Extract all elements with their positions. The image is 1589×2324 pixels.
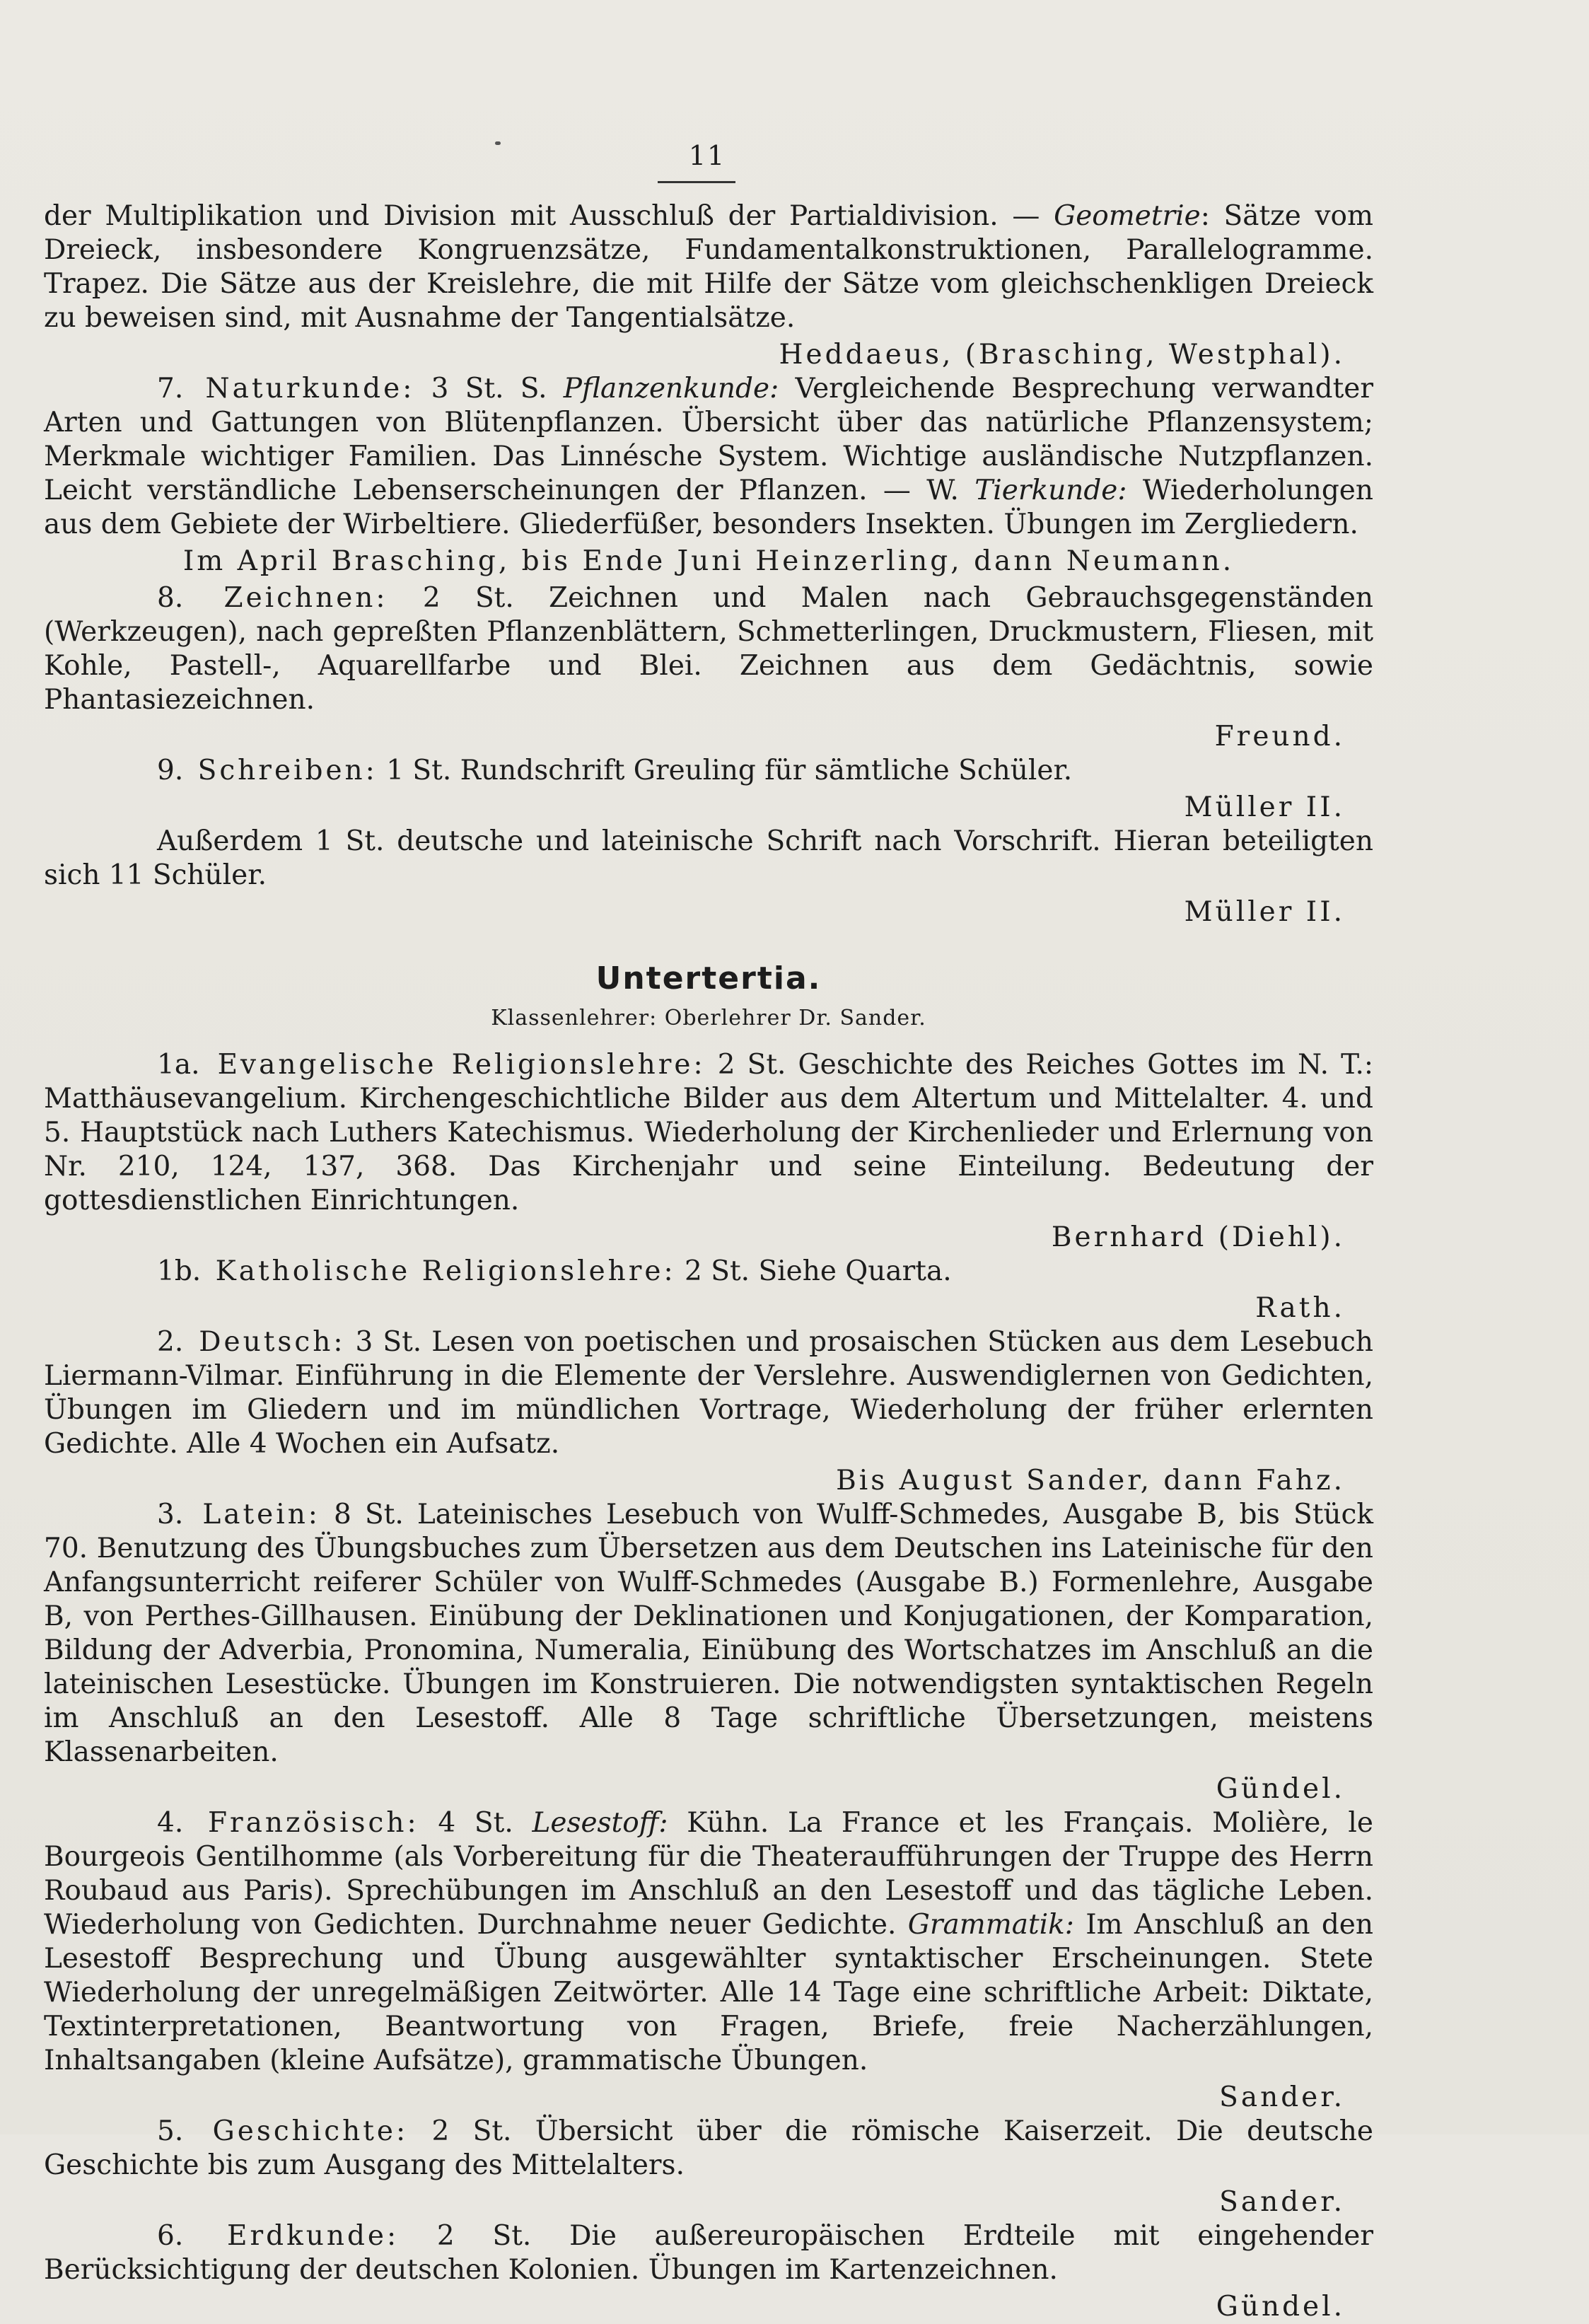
paragraph-text: Lateinisches Lesebuch von Wulff-Schmedes, Ausgabe B, bis Stück 70. Benutzung des Übungsbuches zum Übersetzen aus dem Deutschen ins Lateinische für den Anfangsunterricht reiferer Schüler von Wulff-Schmedes (Ausgabe B.) Formenlehre, Ausgabe B, von Perthes-Gillhausen. Einübung der Deklinationen und Konjugationen, der Komparation, Bildung der Adverbia, Pronomina, Numeralia, Einübung des Wortschatzes im Anschluß an die lateinischen Lesestücke. Übungen im Konstruieren. Die notwendigsten syntaktischen Regeln im Anschluß an den Lesestoff. Alle 8 Tage schriftliche Übersetzungen, meistens Klassenarbeiten.: [44, 1499, 1374, 1768]
grammatik-label: Grammatik:: [907, 1909, 1074, 1941]
page-number: 11: [688, 140, 726, 171]
page-content: [44, 199, 1373, 2324]
paragraph-text: Geschichte des Reiches Gottes im N. T.: Matthäusevangelium. Kirchengeschichtliche Bilder aus dem Altertum und Mittelalter. 4. und 5. Hauptstück nach Luthers Katechismus. Wiederholung der Kirchenlieder und Erlernung von Nr. 210, 124, 137, 368. Das Kirchenjahr und seine Einteilung. Bedeutung der gottesdienstlichen Einrichtungen.: [44, 1049, 1373, 1216]
pflanzenkunde-label: Pflanzenkunde:: [563, 373, 779, 405]
item-number: 7.: [157, 373, 184, 405]
lesestoff-text: Kühn. La France et les Français. Molière, le Bourgeois Gentilhomme (als Vorbereitung für die Theateraufführungen der Truppe des Herrn Roubaud aus Paris). Sprechübungen im Anschluß an den Lesestoff und das tägliche Leben. Wiederholung von Gedichten. Durchnahme neuer Gedichte.: [44, 1807, 1373, 1941]
teacher-geschichte: Sander.: [1219, 2186, 1345, 2218]
hours: 4 St.: [438, 1807, 513, 1839]
grammatik-text: Im Anschluß an den Lesestoff Besprechung und Übung ausgewählter syntaktischer Erscheinungen. Stete Wiederholung der unregelmäßigen Zeitwörter. Alle 14 Tage eine schriftliche Arbeit: Diktate, Textinterpretationen, Beantwortung von Fragen, Briefe, freie Nacherzählungen, Inhaltsangaben (kleine Aufsätze), grammatische Übungen.: [44, 1909, 1373, 2076]
paragraph-erdkunde: [44, 2219, 1373, 2287]
paragraph-text: Zeichnen und Malen nach Gebrauchsgegenständen (Werkzeugen), nach gepreßten Pflanzenblättern, Schmetterlingen, Druckmustern, Fliesen, mit Kohle, Pastell-, Aquarellfarbe und Blei. Zeichnen aus dem Gedächtnis, sowie Phantasiezeichnen.: [44, 582, 1374, 716]
item-number: 1a.: [157, 1049, 200, 1081]
item-number: 6.: [157, 2220, 184, 2252]
paragraph-text: Rundschrift Greuling für sämtliche Schüler.: [460, 755, 1073, 786]
hours: 2 St.: [422, 582, 514, 614]
subject-heading: Schreiben:: [197, 755, 378, 786]
hours: 2 St.: [685, 1255, 750, 1287]
paragraph-math-geometry: [44, 199, 1373, 335]
teacher-erdkunde: Gündel.: [1216, 2291, 1345, 2323]
teacher-ev-religion: Bernhard (Diehl).: [1051, 1221, 1345, 1253]
subject-heading: Katholische Religionslehre:: [215, 1255, 676, 1287]
item-number: 4.: [157, 1807, 184, 1839]
subject-heading: Latein:: [202, 1499, 320, 1530]
subject-heading: Geschichte:: [212, 2115, 409, 2147]
tierkunde-text: Wiederholungen aus dem Gebiete der Wirbeltiere. Gliederfüßer, besonders Insekten. Übungen im Zergliedern.: [44, 475, 1373, 540]
hours: 3 St. S.: [431, 373, 547, 405]
teacher-franzoesisch: Sander.: [1219, 2081, 1345, 2113]
item-number: 3.: [157, 1499, 184, 1530]
paragraph-text: Siehe Quarta.: [758, 1255, 952, 1287]
page-number-rule: [658, 181, 735, 183]
paragraph-naturkunde: [44, 372, 1373, 542]
paragraph-text: Übersicht über die römische Kaiserzeit. Die deutsche Geschichte bis zum Ausgang des Mittelalters.: [44, 2115, 1373, 2181]
subject-heading: Naturkunde:: [205, 373, 415, 405]
item-number: 1b.: [157, 1255, 202, 1287]
teacher-schreiben-extra: Müller II.: [1184, 896, 1345, 928]
paragraph-deutsch: [44, 1325, 1373, 1461]
paragraph-schreiben-extra: Außerdem 1 St. deutsche und lateinische Schrift nach Vorschrift. Hieran beteiligten sich 11 Schüler.: [44, 825, 1373, 891]
ink-speck: [495, 141, 501, 145]
pflanzenkunde-text: Vergleichende Besprechung verwandter Arten und Gattungen von Blütenpflanzen. Übersicht über das natürliche Pflanzensystem; Merkmale wichtiger Familien. Das Linnésche System. Wichtige ausländische Nutzpflanzen. Leicht verständliche Lebenserscheinungen der Pflanzen. — W.: [44, 373, 1374, 506]
paragraph-franzoesisch: [44, 1806, 1373, 2078]
teacher-zeichnen: Freund.: [1214, 721, 1345, 753]
teacher-schreiben: Müller II.: [1184, 791, 1345, 823]
teacher-kath-religion: Rath.: [1255, 1292, 1345, 1324]
geometry-label: Geometrie: [1054, 200, 1201, 232]
item-number: 8.: [157, 582, 184, 614]
subject-heading: Evangelische Religionslehre:: [217, 1049, 706, 1081]
math-text: der Multiplikation und Division mit Ausschluß der Partialdivision. —: [44, 200, 1040, 232]
class-teacher: Klassenlehrer: Oberlehrer Dr. Sander.: [491, 1006, 926, 1030]
section-title: Untertertia.: [595, 960, 822, 997]
geometry-text: : Sätze vom Dreieck, insbesondere Kongruenzsätze, Fundamentalkonstruktionen, Parallelogramme. Trapez. Die Sätze aus der Kreislehre, die mit Hilfe der Sätze vom gleichschenkligen Dreieck zu beweisen sind, mit Ausnahme der Tangentialsätze.: [44, 200, 1374, 334]
hours: 3 St.: [355, 1326, 422, 1358]
hours: 2 St.: [436, 2220, 532, 2252]
paragraph-zeichnen: [44, 581, 1373, 717]
teacher-deutsch: Bis August Sander, dann Fahz.: [836, 1465, 1345, 1497]
subject-heading: Deutsch:: [199, 1326, 346, 1358]
lesestoff-label: Lesestoff:: [532, 1807, 668, 1839]
item-number: 2.: [157, 1326, 184, 1358]
hours: 2 St.: [717, 1049, 786, 1081]
teacher-geometry: Heddaeus, (Brasching, Westphal).: [779, 339, 1345, 371]
paragraph-latein: [44, 1498, 1373, 1770]
hours: 2 St.: [431, 2115, 512, 2147]
hours: 8 St.: [334, 1499, 404, 1530]
subject-heading: Französisch:: [207, 1807, 419, 1839]
subject-heading: Zeichnen:: [223, 582, 388, 614]
teacher-latein: Gündel.: [1216, 1773, 1345, 1805]
tierkunde-label: Tierkunde:: [974, 475, 1127, 506]
paragraph-schreiben: [44, 754, 1373, 788]
subject-heading: Erdkunde:: [227, 2220, 400, 2252]
paragraph-geschichte: [44, 2115, 1373, 2183]
item-number: 5.: [157, 2115, 184, 2147]
item-number: 9.: [157, 755, 184, 786]
paragraph-text: Die außereuropäischen Erdteile mit eingehender Berücksichtigung der deutschen Kolonien. Übungen im Kartenzeichnen.: [44, 2220, 1374, 2286]
hours: 1 St.: [386, 755, 452, 786]
paragraph-text: Lesen von poetischen und prosaischen Stücken aus dem Lesebuch Liermann-Vilmar. Einführung in die Elemente der Verslehre. Auswendiglernen von Gedichten, Übungen im Gliedern und im mündlichen Vortrage, Wiederholung der früher erlernten Gedichte. Alle 4 Wochen ein Aufsatz.: [44, 1326, 1373, 1460]
paragraph-kath-religion: [44, 1255, 1373, 1289]
paragraph-ev-religion: [44, 1048, 1373, 1218]
teacher-naturkunde: Im April Brasching, bis Ende Juni Heinzerling, dann Neumann.: [182, 545, 1235, 577]
